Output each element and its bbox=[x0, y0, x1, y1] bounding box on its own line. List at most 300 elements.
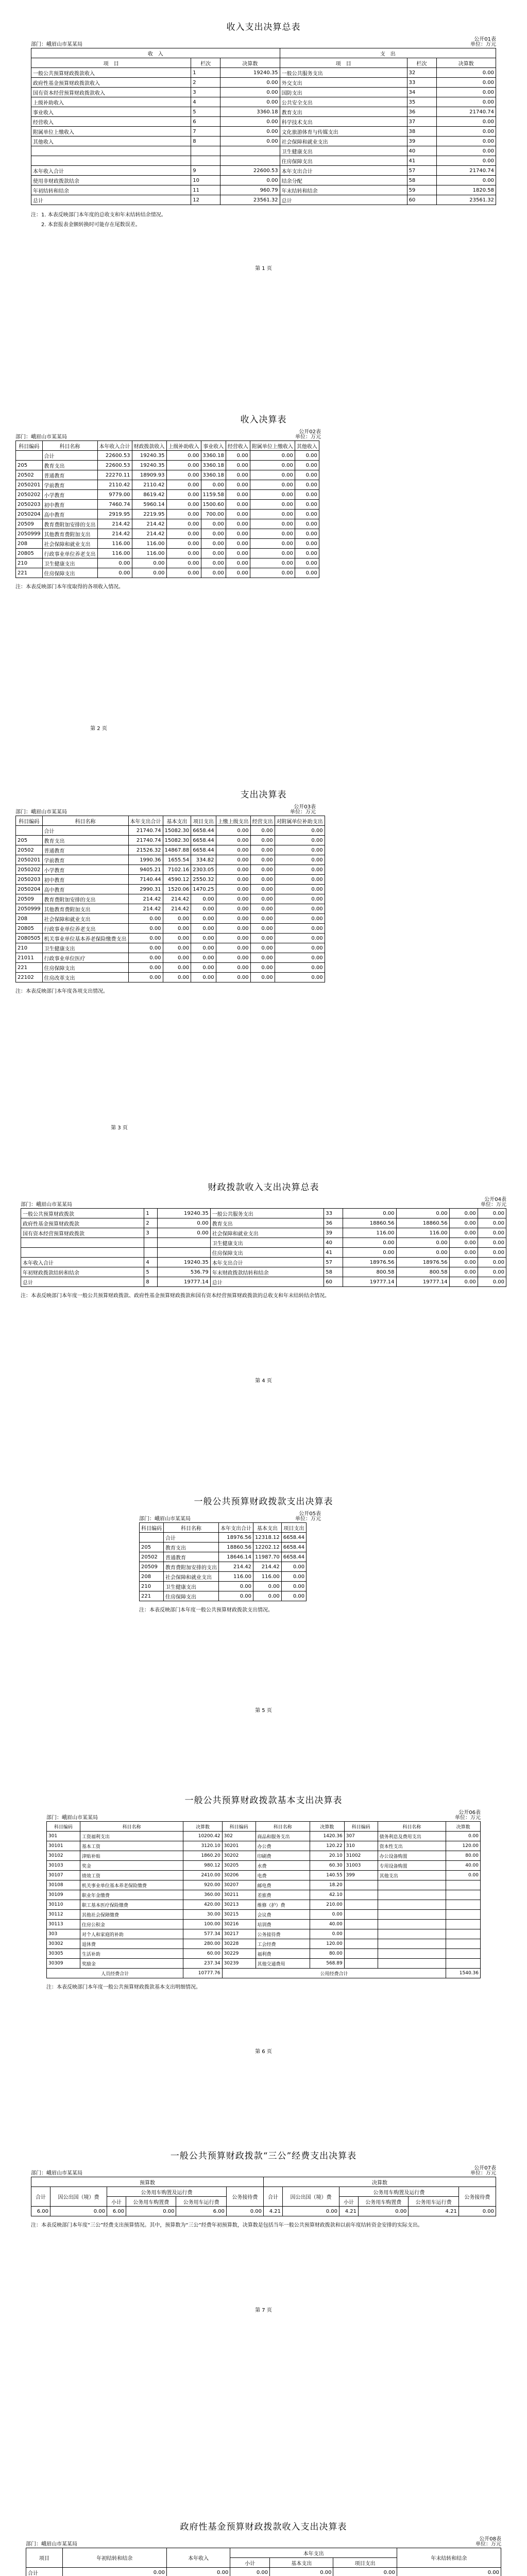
table-row bbox=[31, 146, 496, 156]
table-row bbox=[16, 855, 325, 865]
table-cell: 社会保障和就业支出 bbox=[210, 1228, 324, 1238]
table-cell: 10 bbox=[191, 176, 220, 185]
table-cell: 教育支出 bbox=[42, 461, 97, 470]
column-header: 经营收入 bbox=[226, 441, 250, 451]
table-row bbox=[16, 826, 325, 836]
table-cell: 22270.11 bbox=[97, 470, 132, 480]
table-cell: 7140.44 bbox=[128, 875, 163, 885]
table-cell: 4.21 bbox=[339, 2207, 359, 2216]
table-cell: 公共安全支出 bbox=[280, 97, 407, 107]
column-header: 公务接待费 bbox=[226, 2187, 263, 2207]
table-cell: 60 bbox=[324, 1277, 343, 1287]
table-cell: 5960.14 bbox=[132, 500, 166, 510]
table-cell: 60 bbox=[407, 195, 436, 205]
column-header: 公务用车购置及运行费 bbox=[107, 2187, 227, 2197]
table-cell: 0.00 bbox=[230, 2568, 270, 2576]
table-row bbox=[140, 1543, 307, 1552]
form-code: 公开08表 bbox=[479, 2536, 501, 2542]
table-cell: 0.00 bbox=[449, 1209, 478, 1218]
table-row bbox=[140, 1552, 307, 1562]
column-header: 科目编码 bbox=[16, 441, 43, 451]
table-row bbox=[16, 519, 319, 529]
table-cell: 0.00 bbox=[166, 461, 201, 470]
table-cell: 0.00 bbox=[226, 529, 250, 539]
org-label: 部门：峨眉山市某某局 bbox=[31, 42, 82, 47]
table-cell: 0.00 bbox=[275, 914, 325, 924]
group-header: 预算数 bbox=[31, 2177, 264, 2187]
table-cell: 301 bbox=[47, 1832, 80, 1841]
table-cell: 0.00 bbox=[449, 1267, 478, 1277]
table-row bbox=[21, 1209, 506, 1218]
table-cell: 0.00 bbox=[216, 963, 250, 973]
table-cell: 2110.42 bbox=[97, 480, 132, 490]
table-cell: 0.00 bbox=[250, 836, 275, 845]
table-cell: 116.00 bbox=[219, 1572, 253, 1582]
table-row bbox=[47, 1920, 481, 1929]
table-cell: 2050203 bbox=[16, 875, 43, 885]
table-cell: 3 bbox=[144, 1228, 157, 1238]
table-cell: 0.00 bbox=[478, 1209, 506, 1218]
table-cell: 0.00 bbox=[157, 1218, 210, 1228]
table-cell: 18909.93 bbox=[132, 470, 166, 480]
table-cell: 普通教育 bbox=[164, 1552, 219, 1562]
table-cell: 0.00 bbox=[281, 1591, 306, 1601]
table-cell: 水费 bbox=[256, 1861, 310, 1871]
table-cell: 120.22 bbox=[310, 1841, 345, 1851]
table-cell: 18860.56 bbox=[343, 1218, 396, 1228]
table-cell: 0.00 bbox=[220, 78, 280, 88]
table-cell bbox=[31, 156, 191, 166]
table-cell: 310 bbox=[344, 1841, 378, 1851]
table-cell: 80.00 bbox=[446, 1851, 481, 1861]
table-cell: 0.00 bbox=[275, 924, 325, 934]
unit-label: 单位：万元 bbox=[481, 1202, 506, 1208]
table-cell: 60.30 bbox=[310, 1861, 345, 1871]
table-cell: 2050999 bbox=[16, 529, 43, 539]
income-table bbox=[15, 440, 319, 578]
table-cell: 总计 bbox=[280, 195, 407, 205]
table-cell: 1990.36 bbox=[128, 855, 163, 865]
table-cell: 221 bbox=[16, 963, 43, 973]
table-cell: 外交支出 bbox=[280, 78, 407, 88]
page-number: 第 7 页 bbox=[255, 2308, 272, 2313]
table-cell: 0.00 bbox=[253, 1582, 282, 1591]
table-cell: 20805 bbox=[16, 549, 43, 558]
table-cell: 0.00 bbox=[166, 568, 201, 578]
table-cell: 214.42 bbox=[97, 519, 132, 529]
table-cell: 6658.44 bbox=[191, 845, 216, 855]
table-cell: 0.00 bbox=[132, 558, 166, 568]
table-cell: 116.00 bbox=[343, 1228, 396, 1238]
column-header: 小计 bbox=[230, 2558, 270, 2568]
table-cell: 8 bbox=[191, 137, 220, 146]
table-cell: 0.00 bbox=[275, 836, 325, 845]
table-cell: 0.00 bbox=[295, 539, 319, 549]
table-cell: 职工基本医疗保险缴费 bbox=[80, 1900, 183, 1910]
table-cell: 0.00 bbox=[275, 934, 325, 943]
table-cell: 0.00 bbox=[166, 510, 201, 519]
note: 注：本表反映部门本年度一般公共预算财政拨款基本支出明细情况。 bbox=[46, 1985, 201, 1990]
table-cell: 住房公积金 bbox=[80, 1920, 183, 1929]
table-cell: 42.10 bbox=[310, 1890, 345, 1900]
table-cell bbox=[344, 1929, 378, 1939]
table-cell: 210 bbox=[140, 1582, 164, 1591]
total-value: 10777.76 bbox=[183, 1969, 222, 1978]
table-cell: 280.00 bbox=[183, 1939, 222, 1949]
column-header: 本年支出合计 bbox=[128, 816, 163, 826]
table-cell: 职业年金缴费 bbox=[80, 1890, 183, 1900]
column-header: 年初结转和结余 bbox=[62, 2548, 166, 2568]
table-cell: 58 bbox=[407, 176, 436, 185]
table-row bbox=[31, 127, 496, 137]
table-cell bbox=[21, 1248, 144, 1258]
table-cell: 公务接待费 bbox=[256, 1929, 310, 1939]
table-cell: 20.10 bbox=[310, 1851, 345, 1861]
table-cell: 3360.18 bbox=[201, 451, 226, 461]
table-cell: 12202.12 bbox=[253, 1543, 282, 1552]
table-cell bbox=[31, 146, 191, 156]
column-header: 财政拨款收入 bbox=[132, 441, 166, 451]
table-cell: 214.42 bbox=[128, 904, 163, 914]
page-title: 财政拨款收入支出决算总表 bbox=[208, 1182, 319, 1193]
table-cell: 60.00 bbox=[183, 1949, 222, 1959]
unit-label: 单位：万元 bbox=[475, 2541, 501, 2547]
table-row bbox=[47, 1959, 481, 1969]
table-cell: 0.00 bbox=[201, 558, 226, 568]
table-cell bbox=[344, 1880, 378, 1890]
table-cell: 0.00 bbox=[250, 904, 275, 914]
table-row bbox=[31, 78, 496, 88]
table-cell: 0.00 bbox=[275, 943, 325, 953]
table-cell: 0.00 bbox=[216, 885, 250, 894]
table-cell bbox=[157, 1248, 210, 1258]
page-number: 第 4 页 bbox=[255, 1378, 272, 1384]
column-header: 项目支出 bbox=[333, 2558, 397, 2568]
table-cell: 学前教育 bbox=[42, 480, 97, 490]
table-cell: 30110 bbox=[47, 1900, 80, 1910]
page-7 bbox=[0, 2133, 527, 2313]
table-cell: 33 bbox=[324, 1209, 343, 1218]
page-title: 收入支出决算总表 bbox=[226, 22, 301, 32]
table-cell: 0.00 bbox=[396, 1238, 449, 1248]
table-cell: 0.00 bbox=[50, 2207, 107, 2216]
table-cell: 1500.60 bbox=[201, 500, 226, 510]
table-cell: 0.00 bbox=[436, 127, 496, 137]
form-code: 公开03表 bbox=[294, 804, 316, 810]
table-cell: 0.00 bbox=[163, 914, 191, 924]
table-cell: 1860.20 bbox=[183, 1851, 222, 1861]
table-cell: 总计 bbox=[31, 195, 191, 205]
table-cell: 0.00 bbox=[191, 953, 216, 963]
table-cell bbox=[344, 1900, 378, 1910]
table-cell: 20502 bbox=[16, 470, 43, 480]
table-cell: 2919.95 bbox=[97, 510, 132, 519]
column-header: 科目名称 bbox=[164, 1523, 219, 1533]
column-header: 公务用车购置费 bbox=[126, 2197, 176, 2207]
table-cell: 536.79 bbox=[157, 1267, 210, 1277]
table-cell: 9779.00 bbox=[97, 490, 132, 500]
table-cell: 208 bbox=[16, 539, 43, 549]
table-cell: 7 bbox=[191, 127, 220, 137]
table-cell: 0.00 bbox=[436, 137, 496, 146]
summary-table bbox=[31, 48, 496, 205]
column-header: 基本支出 bbox=[253, 1523, 282, 1533]
column-header: 科目名称 bbox=[256, 1822, 310, 1832]
table-cell: 6658.44 bbox=[281, 1543, 306, 1552]
table-cell: 维修（护）费 bbox=[256, 1900, 310, 1910]
table-cell: 30228 bbox=[222, 1939, 256, 1949]
page-title: 一般公共预算财政拨款基本支出决算表 bbox=[184, 1795, 343, 1806]
table-cell: 0.00 bbox=[250, 470, 295, 480]
table-cell: 980.12 bbox=[183, 1861, 222, 1871]
table-cell: 2050203 bbox=[16, 500, 43, 510]
table-cell: 办公设备购置 bbox=[378, 1851, 446, 1861]
table-row bbox=[16, 836, 325, 845]
table-cell: 0.00 bbox=[275, 885, 325, 894]
table-row bbox=[16, 963, 325, 973]
table-cell: 政府性基金预算财政拨款收入 bbox=[31, 78, 191, 88]
table-row bbox=[31, 166, 496, 176]
table-cell: 140.55 bbox=[310, 1871, 345, 1880]
table-cell: 334.82 bbox=[191, 855, 216, 865]
table-cell: 14867.88 bbox=[163, 845, 191, 855]
table-cell: 210 bbox=[16, 558, 43, 568]
header-col: 栏次 bbox=[191, 58, 220, 68]
table-cell bbox=[378, 1920, 446, 1929]
table-cell: 专用设备购置 bbox=[378, 1861, 446, 1871]
page-number: 第 1 页 bbox=[255, 266, 272, 272]
column-header: 其他收入 bbox=[295, 441, 319, 451]
table-cell: 0.00 bbox=[295, 558, 319, 568]
table-cell: 科学技术支出 bbox=[280, 117, 407, 127]
table-cell: 0.00 bbox=[191, 934, 216, 943]
table-cell: 使用非财政拨款结余 bbox=[31, 176, 191, 185]
table-cell: 2 bbox=[191, 78, 220, 88]
table-row bbox=[47, 1851, 481, 1861]
table-cell: 6658.44 bbox=[191, 836, 216, 845]
table-cell: 0.00 bbox=[226, 539, 250, 549]
column-header: 决算数 bbox=[183, 1822, 222, 1832]
table-row bbox=[31, 137, 496, 146]
table-cell: 卫生健康支出 bbox=[280, 146, 407, 156]
column-header: 因公出国（境）费 bbox=[282, 2187, 339, 2207]
table-cell: 0.00 bbox=[219, 1591, 253, 1601]
table-cell: 0.00 bbox=[226, 490, 250, 500]
table-cell: 4.21 bbox=[409, 2207, 458, 2216]
table-cell: 邮电费 bbox=[256, 1880, 310, 1890]
table-cell bbox=[446, 1939, 481, 1949]
table-cell: 0.00 bbox=[166, 519, 201, 529]
table-cell: 社会保障和就业支出 bbox=[42, 914, 128, 924]
table-cell: 0.00 bbox=[250, 519, 295, 529]
table-cell: 568.89 bbox=[310, 1959, 345, 1969]
table-cell: 事业收入 bbox=[31, 107, 191, 117]
table-cell: 0.00 bbox=[220, 117, 280, 127]
table-cell bbox=[378, 1910, 446, 1920]
table-row bbox=[31, 97, 496, 107]
form-code: 公开07表 bbox=[474, 2165, 496, 2171]
table-cell: 0.00 bbox=[310, 1929, 345, 1939]
table-cell: 3120.10 bbox=[183, 1841, 222, 1851]
table-cell: 2050202 bbox=[16, 865, 43, 875]
unit-label: 单位：万元 bbox=[470, 42, 496, 47]
column-header: 本年收入 bbox=[166, 2548, 230, 2568]
table-row bbox=[16, 451, 319, 461]
table-row bbox=[16, 558, 319, 568]
table-cell: 0.00 bbox=[166, 539, 201, 549]
table-cell: 年初结转和结余 bbox=[31, 185, 191, 195]
page-title: 一般公共预算财政拨款“三公”经费支出决算表 bbox=[170, 2151, 357, 2161]
table-cell: 教育费附加安排的支出 bbox=[42, 894, 128, 904]
table-cell: 11 bbox=[191, 185, 220, 195]
table-cell: 0.00 bbox=[275, 894, 325, 904]
general-budget-table bbox=[139, 1522, 307, 1601]
table-cell: 116.00 bbox=[396, 1228, 449, 1238]
table-cell: 31002 bbox=[344, 1851, 378, 1861]
table-cell: 本年收入合计 bbox=[21, 1258, 144, 1267]
column-header: 年末结转和结余 bbox=[397, 2548, 501, 2568]
table-cell: 0.00 bbox=[201, 539, 226, 549]
org-label: 部门：峨眉山市某某局 bbox=[21, 1202, 72, 1208]
table-cell: 0.00 bbox=[128, 953, 163, 963]
table-cell: 0.00 bbox=[163, 953, 191, 963]
table-cell: 39 bbox=[324, 1228, 343, 1238]
table-cell: 社会保障和就业支出 bbox=[280, 137, 407, 146]
table-cell: 0.00 bbox=[250, 953, 275, 963]
page-2 bbox=[0, 392, 527, 732]
table-cell: 30211 bbox=[222, 1890, 256, 1900]
table-cell: 6 bbox=[191, 117, 220, 127]
table-cell: 208 bbox=[140, 1572, 164, 1582]
table-cell: 221 bbox=[140, 1591, 164, 1601]
table-cell: 结余分配 bbox=[280, 176, 407, 185]
table-cell: 237.34 bbox=[183, 1959, 222, 1969]
table-cell: 其他交通费用 bbox=[256, 1959, 310, 1969]
table-cell: 30112 bbox=[47, 1910, 80, 1920]
table-cell: 0.00 bbox=[250, 973, 275, 982]
table-cell: 30102 bbox=[47, 1851, 80, 1861]
table-cell bbox=[378, 1959, 446, 1969]
table-cell: 0.00 bbox=[295, 549, 319, 558]
table-cell: 3360.18 bbox=[220, 107, 280, 117]
table-cell: 对个人和家庭的补助 bbox=[80, 1929, 183, 1939]
table-cell: 30217 bbox=[222, 1929, 256, 1939]
column-header: 上缴上级支出 bbox=[216, 816, 250, 826]
table-row bbox=[16, 470, 319, 480]
table-cell: 19777.14 bbox=[343, 1277, 396, 1287]
table-cell: 2303.05 bbox=[191, 865, 216, 875]
table-cell bbox=[446, 1890, 481, 1900]
table-cell: 国有资本经营预算财政拨款收入 bbox=[31, 88, 191, 97]
note: 2. 本套报表金额转换时可能存在尾数误差。 bbox=[41, 222, 141, 228]
column-header: 附属单位上缴收入 bbox=[250, 441, 295, 451]
table-cell: 0.00 bbox=[201, 529, 226, 539]
table-cell bbox=[21, 1238, 144, 1248]
table-cell: 0.00 bbox=[226, 470, 250, 480]
table-cell: 0.00 bbox=[250, 451, 295, 461]
unit-label: 单位：万元 bbox=[455, 1815, 481, 1821]
table-cell: 30202 bbox=[222, 1851, 256, 1861]
table-cell: 0.00 bbox=[250, 500, 295, 510]
table-cell: 19777.14 bbox=[157, 1277, 210, 1287]
table-cell: 0.00 bbox=[275, 963, 325, 973]
table-cell: 0.00 bbox=[163, 973, 191, 982]
table-cell: 116.00 bbox=[132, 549, 166, 558]
table-cell: 120.00 bbox=[310, 1939, 345, 1949]
table-cell: 22600.53 bbox=[97, 451, 132, 461]
table-cell: 0.00 bbox=[226, 451, 250, 461]
table-cell: 普通教育 bbox=[42, 470, 97, 480]
table-cell: 0.00 bbox=[436, 146, 496, 156]
table-cell: 0.00 bbox=[216, 826, 250, 836]
table-row bbox=[47, 1890, 481, 1900]
table-cell: 资本性支出 bbox=[378, 1841, 446, 1851]
table-cell: 3360.18 bbox=[201, 461, 226, 470]
table-cell: 30305 bbox=[47, 1949, 80, 1959]
table-cell: 0.00 bbox=[126, 2207, 176, 2216]
table-cell: 0.00 bbox=[166, 470, 201, 480]
table-row bbox=[31, 68, 496, 78]
table-cell: 2410.00 bbox=[183, 1871, 222, 1880]
table-cell: 360.00 bbox=[183, 1890, 222, 1900]
table-cell: 0.00 bbox=[163, 963, 191, 973]
table-cell: 0.00 bbox=[275, 904, 325, 914]
table-cell: 0.00 bbox=[478, 1218, 506, 1228]
table-cell: 0.00 bbox=[295, 510, 319, 519]
table-cell: 合计 bbox=[42, 451, 97, 461]
column-header: 公务接待费 bbox=[458, 2187, 496, 2207]
column-header: 合计 bbox=[263, 2187, 282, 2207]
column-header: 本年支出合计 bbox=[219, 1523, 253, 1533]
table-cell: 18860.56 bbox=[219, 1543, 253, 1552]
table-cell: 30213 bbox=[222, 1900, 256, 1910]
column-header: 本年支出 bbox=[230, 2548, 397, 2558]
table-cell: 社会保障和就业支出 bbox=[164, 1572, 219, 1582]
table-cell: 培训费 bbox=[256, 1920, 310, 1929]
table-cell: 卫生健康支出 bbox=[210, 1238, 324, 1248]
table-row bbox=[16, 914, 325, 924]
table-cell: 12 bbox=[191, 195, 220, 205]
table-cell: 0.00 bbox=[163, 934, 191, 943]
table-cell bbox=[140, 1533, 164, 1543]
table-cell: 0.00 bbox=[216, 943, 250, 953]
table-cell: 20502 bbox=[140, 1552, 164, 1562]
table-cell: 政府性基金预算财政拨款 bbox=[21, 1218, 144, 1228]
table-row bbox=[140, 1562, 307, 1572]
table-row bbox=[16, 568, 319, 578]
table-cell: 0.00 bbox=[226, 2207, 263, 2216]
table-cell: 0.00 bbox=[396, 1248, 449, 1258]
table-cell: 住房保障支出 bbox=[164, 1591, 219, 1601]
table-cell: 7102.16 bbox=[163, 865, 191, 875]
column-header: 公务用车购置及运行费 bbox=[339, 2187, 459, 2197]
table-cell: 9405.21 bbox=[128, 865, 163, 875]
table-cell: 退休费 bbox=[80, 1939, 183, 1949]
table-cell: 0.00 bbox=[250, 914, 275, 924]
total-value: 1540.36 bbox=[446, 1969, 481, 1978]
table-cell bbox=[378, 1900, 446, 1910]
table-cell: 20509 bbox=[16, 519, 43, 529]
table-cell: 0.00 bbox=[250, 549, 295, 558]
table-cell: 0.00 bbox=[449, 1248, 478, 1258]
table-row bbox=[140, 1582, 307, 1591]
table-cell: 21740.74 bbox=[128, 826, 163, 836]
table-cell: 0.00 bbox=[226, 500, 250, 510]
table-cell: 4 bbox=[144, 1258, 157, 1267]
total-label: 人员经费合计 bbox=[47, 1969, 183, 1978]
table-cell: 2219.95 bbox=[132, 510, 166, 519]
table-cell: 2110.42 bbox=[132, 480, 166, 490]
